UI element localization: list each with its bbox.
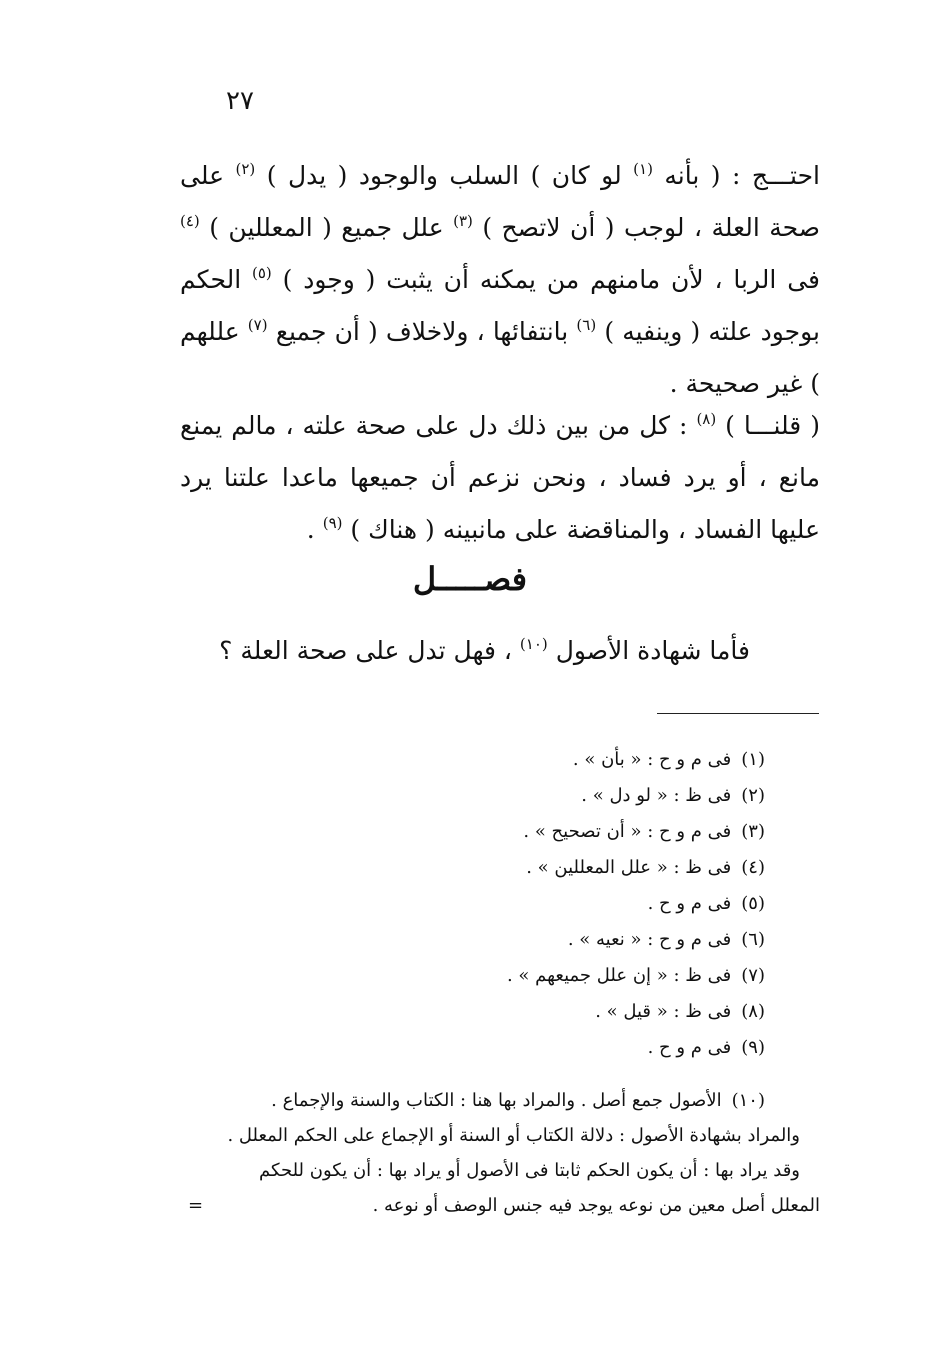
footnote-10-line: والمراد بشهادة الأصول : دلالة الكتاب أو السنة أو الإجماع على الحكم المعلل . xyxy=(227,1125,800,1146)
footnote-ref-10[interactable]: (١٠) xyxy=(519,635,548,653)
footnote-number: (٨) xyxy=(741,1001,765,1022)
footnote-item xyxy=(180,850,820,886)
footnote-text: فى ظ : « لو دل » . xyxy=(581,785,732,806)
footnote-number: (٢) xyxy=(741,785,765,806)
footnote-ref-6[interactable]: (٦) xyxy=(576,316,597,334)
footnote-number: (١٠) xyxy=(731,1090,765,1111)
paragraph-2-text: . xyxy=(306,515,323,544)
footnote-ref-1[interactable]: (١) xyxy=(633,160,653,178)
footnote-item xyxy=(180,1030,820,1066)
footnote-number: (٥) xyxy=(741,893,765,914)
footnote-number: (٣) xyxy=(741,821,765,842)
footnote-10-line: وقد يراد بها : أن يكون الحكم ثابتا فى الأصول أو يراد بها : أن يكون للحكم xyxy=(259,1160,800,1181)
footnote-ref-7[interactable]: (٧) xyxy=(247,316,268,334)
footnote-item xyxy=(180,742,820,778)
paragraph-1-text: عللهم ) غير صحيحة . xyxy=(180,317,820,398)
footnote-number: (٧) xyxy=(741,965,765,986)
footnote-item xyxy=(180,778,820,814)
paragraph-2-text: ( قلنـــا ) xyxy=(716,411,820,440)
footnotes-list xyxy=(180,742,820,1066)
continuation-mark: = xyxy=(188,1195,204,1216)
paragraph-2 xyxy=(180,400,820,556)
paragraph-3-text: فأما شهادة الأصول xyxy=(547,636,750,665)
paragraph-2-text: : كل من بين ذلك دل على صحة علته ، مالم يمنع مانع ، أو يرد فساد ، ونحن نزعم أن جميعها ماعدا علتنا يرد عليها الفساد ، والمناقضة على مانبينه ( هناك ) xyxy=(180,411,820,544)
footnote-ref-9[interactable]: (٩) xyxy=(322,514,343,532)
footnote-ref-8[interactable]: (٨) xyxy=(696,410,717,428)
paragraph-1 xyxy=(180,150,820,410)
page-number: ٢٧ xyxy=(226,86,254,116)
section-heading: فصـــــل xyxy=(412,560,528,598)
footnote-item xyxy=(180,886,820,922)
footnote-ref-5[interactable]: (٥) xyxy=(252,264,272,282)
paragraph-1-text: احتـــج : ( بأنه xyxy=(652,161,820,190)
footnote-text: فى م و ح : « أن تصحيح » . xyxy=(523,821,732,842)
footnote-item xyxy=(180,814,820,850)
footnote-text: فى ظ : « علل المعللين » . xyxy=(526,857,732,878)
footnote-number: (٤) xyxy=(741,857,765,878)
footnote-ref-3[interactable]: (٣) xyxy=(453,212,473,230)
footnote-10-line xyxy=(180,1188,820,1223)
paragraph-1-text: الحكم بوجود علته ( وينفيه ) xyxy=(180,265,821,346)
footnote-item xyxy=(180,994,820,1030)
paragraph-1-text: على صحة العلة ، لوجب ( أن لاتصح ) xyxy=(180,161,820,242)
paragraph-3 xyxy=(180,625,750,677)
footnote-text: فى م و ح . xyxy=(647,893,732,914)
paragraph-1-text: علل جميع ( المعللين ) xyxy=(199,213,444,242)
footnote-text: فى م و ح . xyxy=(647,1037,732,1058)
paragraph-1-text: بانتفائها ، ولاخلاف ( أن جميع xyxy=(267,317,569,346)
paragraph-1-text: فى الربا ، لأن مامنهم من يمكنه أن يثبت ( وجود ) xyxy=(271,265,820,294)
footnote-ref-4[interactable]: (٤) xyxy=(180,212,200,230)
footnote-text: المعلل أصل معين من نوعه يوجد فيه جنس الوصف أو نوعه . xyxy=(372,1195,820,1216)
footnote-text: فى م و ح : « نعيه » . xyxy=(567,929,732,950)
footnote-ref-2[interactable]: (٢) xyxy=(235,160,256,178)
footnote-text: الأصول جمع أصل . والمراد بها هنا : الكتاب والسنة والإجماع . xyxy=(271,1090,722,1111)
paragraph-1-text: لو كان ) السلب والوجود ( يدل ) xyxy=(255,161,622,190)
footnote-item xyxy=(180,922,820,958)
footnote-separator xyxy=(657,713,819,714)
footnote-text: فى م و ح : « بأن » . xyxy=(572,749,732,770)
footnote-text: فى ظ : « إن علل جميعهم » . xyxy=(506,965,732,986)
footnote-10-block xyxy=(180,1083,820,1223)
footnote-number: (٦) xyxy=(741,929,765,950)
footnote-text: فى ظ : « قيل » . xyxy=(595,1001,732,1022)
footnote-item xyxy=(180,958,820,994)
footnote-10-line xyxy=(180,1083,820,1118)
footnote-number: (٩) xyxy=(741,1037,765,1058)
paragraph-3-text: ، فهل تدل على صحة العلة ؟ xyxy=(219,636,520,665)
footnote-number: (١) xyxy=(741,749,765,770)
